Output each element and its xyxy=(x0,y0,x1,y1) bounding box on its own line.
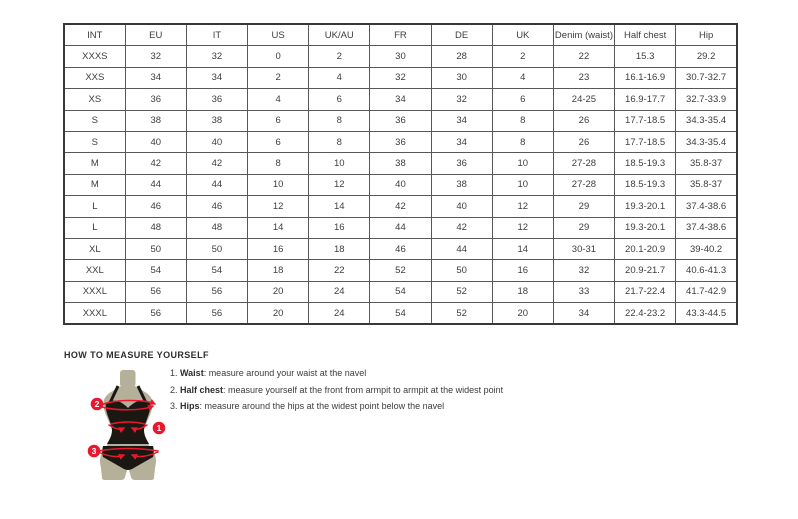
size-cell: 34.3-35.4 xyxy=(676,131,737,152)
instruction-hips xyxy=(170,402,503,411)
size-cell: 19.3-20.1 xyxy=(615,217,676,238)
size-cell: 8 xyxy=(309,110,370,131)
size-row xyxy=(64,153,737,174)
size-cell: 16.9-17.7 xyxy=(615,89,676,110)
size-cell: 46 xyxy=(370,238,431,259)
column-header: Denim (waist) xyxy=(553,24,614,46)
size-cell: 16.1-16.9 xyxy=(615,67,676,88)
column-header: Half chest xyxy=(615,24,676,46)
size-cell: 34 xyxy=(553,303,614,325)
size-row xyxy=(64,260,737,281)
size-cell: 20 xyxy=(248,303,309,325)
column-header: UK xyxy=(492,24,553,46)
size-cell: 20.9-21.7 xyxy=(615,260,676,281)
size-cell: 35.8-37 xyxy=(676,174,737,195)
header-row xyxy=(64,24,737,46)
size-cell: 44 xyxy=(125,174,186,195)
size-cell: 30.7-32.7 xyxy=(676,67,737,88)
size-cell: 2 xyxy=(492,46,553,67)
size-cell: 16 xyxy=(492,260,553,281)
size-row xyxy=(64,174,737,195)
size-cell: 40.6-41.3 xyxy=(676,260,737,281)
size-cell: 15.3 xyxy=(615,46,676,67)
size-cell: 30 xyxy=(370,46,431,67)
size-cell: 46 xyxy=(186,196,247,217)
size-cell: 42 xyxy=(431,217,492,238)
size-cell: 26 xyxy=(553,131,614,152)
column-header: DE xyxy=(431,24,492,46)
size-cell: 20 xyxy=(248,281,309,302)
size-cell: 40 xyxy=(186,131,247,152)
column-header: FR xyxy=(370,24,431,46)
size-cell: 29.2 xyxy=(676,46,737,67)
size-cell: 12 xyxy=(248,196,309,217)
size-cell: 12 xyxy=(309,174,370,195)
size-row xyxy=(64,303,737,325)
size-cell: 42 xyxy=(370,196,431,217)
size-cell: XS xyxy=(64,89,125,110)
size-chart-body xyxy=(64,46,737,325)
size-cell: 40 xyxy=(431,196,492,217)
size-cell: 30-31 xyxy=(553,238,614,259)
size-cell: 4 xyxy=(248,89,309,110)
instruction-waist xyxy=(170,369,503,378)
size-cell: 14 xyxy=(309,196,370,217)
size-cell: XXXL xyxy=(64,303,125,325)
size-cell: 18 xyxy=(309,238,370,259)
size-cell: 32 xyxy=(186,46,247,67)
size-cell: M xyxy=(64,153,125,174)
size-cell: XXXS xyxy=(64,46,125,67)
swimsuit-figure-illustration xyxy=(84,366,184,506)
instruction-number: 2. xyxy=(170,384,181,395)
badge-1-number: 1 xyxy=(156,423,162,433)
size-cell: 8 xyxy=(309,131,370,152)
size-cell: S xyxy=(64,131,125,152)
size-row xyxy=(64,67,737,88)
size-cell: 20 xyxy=(492,303,553,325)
size-cell: 38 xyxy=(370,153,431,174)
size-cell: 54 xyxy=(186,260,247,281)
size-row xyxy=(64,89,737,110)
size-cell: 14 xyxy=(492,238,553,259)
measure-section-title: HOW TO MEASURE YOURSELF xyxy=(64,350,209,360)
size-cell: 54 xyxy=(125,260,186,281)
size-cell: 56 xyxy=(125,303,186,325)
size-cell: 52 xyxy=(370,260,431,281)
size-cell: XXXL xyxy=(64,281,125,302)
size-cell: 12 xyxy=(492,196,553,217)
size-cell: 32 xyxy=(370,67,431,88)
size-cell: 2 xyxy=(309,46,370,67)
measurement-figure xyxy=(84,366,184,506)
size-cell: 36 xyxy=(431,153,492,174)
size-cell: 36 xyxy=(125,89,186,110)
size-cell: 34 xyxy=(431,110,492,131)
size-cell: 0 xyxy=(248,46,309,67)
size-row xyxy=(64,196,737,217)
size-cell: 37.4-38.6 xyxy=(676,196,737,217)
size-chart-header xyxy=(64,24,737,46)
size-cell: 38 xyxy=(125,110,186,131)
size-cell: 56 xyxy=(125,281,186,302)
size-cell: 16 xyxy=(309,217,370,238)
column-header: US xyxy=(248,24,309,46)
instruction-number: 1. xyxy=(170,368,181,378)
size-cell: 20.1-20.9 xyxy=(615,238,676,259)
size-chart-table xyxy=(63,23,738,325)
size-cell: 8 xyxy=(492,131,553,152)
size-cell: 44 xyxy=(370,217,431,238)
size-cell: 46 xyxy=(125,196,186,217)
size-cell: 42 xyxy=(186,153,247,174)
size-cell: 34 xyxy=(186,67,247,88)
column-header: EU xyxy=(125,24,186,46)
size-cell: 36 xyxy=(186,89,247,110)
size-cell: 2 xyxy=(248,67,309,88)
size-cell: 27-28 xyxy=(553,153,614,174)
size-cell: 48 xyxy=(186,217,247,238)
size-cell: 34 xyxy=(431,131,492,152)
instruction-text: : measure around your waist at the navel xyxy=(203,368,367,378)
size-cell: L xyxy=(64,196,125,217)
size-cell: 18.5-19.3 xyxy=(615,153,676,174)
size-cell: 34 xyxy=(370,89,431,110)
size-cell: 17.7-18.5 xyxy=(615,131,676,152)
column-header: Hip xyxy=(676,24,737,46)
measure-instructions xyxy=(170,369,503,419)
badge-3-number: 3 xyxy=(91,446,97,456)
size-cell: 10 xyxy=(309,153,370,174)
size-cell: 16 xyxy=(248,238,309,259)
size-cell: 4 xyxy=(492,67,553,88)
size-cell: 32.7-33.9 xyxy=(676,89,737,110)
size-cell: 50 xyxy=(186,238,247,259)
size-cell: 19.3-20.1 xyxy=(615,196,676,217)
size-cell: 32 xyxy=(553,260,614,281)
size-cell: 32 xyxy=(125,46,186,67)
size-cell: 24 xyxy=(309,281,370,302)
size-cell: 35.8-37 xyxy=(676,153,737,174)
size-row xyxy=(64,46,737,67)
size-row xyxy=(64,238,737,259)
size-cell: 29 xyxy=(553,217,614,238)
instruction-half-chest xyxy=(170,386,503,395)
size-cell: 6 xyxy=(248,131,309,152)
size-cell: 40 xyxy=(370,174,431,195)
size-cell: 22.4-23.2 xyxy=(615,303,676,325)
size-cell: 22 xyxy=(309,260,370,281)
instruction-number: 3. xyxy=(170,401,181,411)
size-cell: 54 xyxy=(370,303,431,325)
size-cell: 33 xyxy=(553,281,614,302)
column-header: INT xyxy=(64,24,125,46)
size-cell: 38 xyxy=(186,110,247,131)
size-cell: 18.5-19.3 xyxy=(615,174,676,195)
size-cell: 50 xyxy=(431,260,492,281)
size-cell: 6 xyxy=(248,110,309,131)
size-cell: 10 xyxy=(492,153,553,174)
size-cell: 10 xyxy=(492,174,553,195)
size-cell: 42 xyxy=(125,153,186,174)
size-cell: 41.7-42.9 xyxy=(676,281,737,302)
size-cell: 44 xyxy=(431,238,492,259)
size-cell: 29 xyxy=(553,196,614,217)
size-cell: 36 xyxy=(370,131,431,152)
size-cell: 52 xyxy=(431,303,492,325)
size-cell: 27-28 xyxy=(553,174,614,195)
size-cell: M xyxy=(64,174,125,195)
size-cell: 26 xyxy=(553,110,614,131)
size-cell: 44 xyxy=(186,174,247,195)
size-cell: 6 xyxy=(492,89,553,110)
instruction-text: : measure around the hips at the widest point below the navel xyxy=(199,401,445,411)
size-cell: XXL xyxy=(64,260,125,281)
size-cell: 23 xyxy=(553,67,614,88)
size-cell: 54 xyxy=(370,281,431,302)
size-cell: 38 xyxy=(431,174,492,195)
size-cell: 50 xyxy=(125,238,186,259)
size-cell: 10 xyxy=(248,174,309,195)
size-cell: 22 xyxy=(553,46,614,67)
size-cell: 4 xyxy=(309,67,370,88)
size-cell: L xyxy=(64,217,125,238)
column-header: UK/AU xyxy=(309,24,370,46)
size-cell: 34.3-35.4 xyxy=(676,110,737,131)
size-cell: 32 xyxy=(431,89,492,110)
size-cell: 34 xyxy=(125,67,186,88)
size-cell: 56 xyxy=(186,281,247,302)
instruction-label: Hips xyxy=(180,401,200,411)
badge-2-number: 2 xyxy=(94,399,100,409)
size-cell: 30 xyxy=(431,67,492,88)
size-cell: 43.3-44.5 xyxy=(676,303,737,325)
size-cell: 39-40.2 xyxy=(676,238,737,259)
size-cell: 14 xyxy=(248,217,309,238)
size-cell: S xyxy=(64,110,125,131)
size-cell: 56 xyxy=(186,303,247,325)
size-cell: 40 xyxy=(125,131,186,152)
size-cell: XL xyxy=(64,238,125,259)
size-cell: 24-25 xyxy=(553,89,614,110)
size-cell: 48 xyxy=(125,217,186,238)
size-cell: 8 xyxy=(248,153,309,174)
size-row xyxy=(64,281,737,302)
size-cell: 17.7-18.5 xyxy=(615,110,676,131)
size-row xyxy=(64,217,737,238)
instruction-label: Half chest xyxy=(180,384,224,395)
size-row xyxy=(64,110,737,131)
size-cell: 6 xyxy=(309,89,370,110)
size-cell: 12 xyxy=(492,217,553,238)
column-header: IT xyxy=(186,24,247,46)
size-cell: 24 xyxy=(309,303,370,325)
size-cell: 52 xyxy=(431,281,492,302)
size-cell: 37.4-38.6 xyxy=(676,217,737,238)
size-cell: 28 xyxy=(431,46,492,67)
instruction-label: Waist xyxy=(180,368,204,378)
size-cell: 21.7-22.4 xyxy=(615,281,676,302)
size-row xyxy=(64,131,737,152)
size-cell: 8 xyxy=(492,110,553,131)
size-cell: 18 xyxy=(248,260,309,281)
size-cell: 18 xyxy=(492,281,553,302)
instruction-text: : measure yourself at the front from armpit to armpit at the widest point xyxy=(223,384,504,395)
size-cell: 36 xyxy=(370,110,431,131)
size-cell: XXS xyxy=(64,67,125,88)
